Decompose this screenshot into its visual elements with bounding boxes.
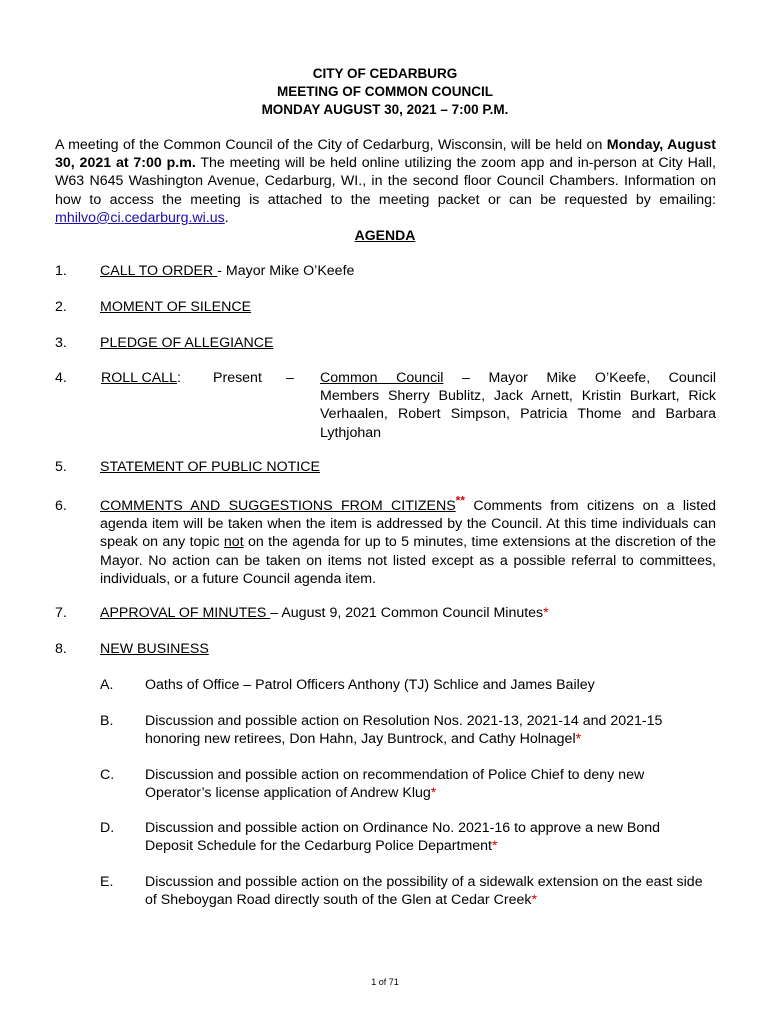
sub-item-letter: D. <box>100 820 115 836</box>
item-number: 1. <box>55 263 67 279</box>
sub-item-text: Discussion and possible action on the possibility of a sidewalk extension on the east side of Sheboygan Road directly south of the Glen at Cedar Creek <box>145 874 703 909</box>
sub-item-text: Oaths of Office – Patrol Officers Anthony (TJ) Schlice and James Bailey <box>145 677 595 693</box>
header-meeting: MEETING OF COMMON COUNCIL <box>277 84 493 99</box>
sub-item-letter: E. <box>100 874 114 890</box>
roll-call-title: ROLL CALL <box>101 370 177 386</box>
sub-item-letter: C. <box>100 767 115 783</box>
agenda-item-4 <box>55 369 716 445</box>
item-title: COMMENTS AND SUGGESTIONS FROM CITIZENS <box>100 498 456 514</box>
item-detail: - Mayor Mike O’Keefe <box>217 263 355 279</box>
header-date: MONDAY AUGUST 30, 2021 – 7:00 P.M. <box>261 102 509 117</box>
item-title: CALL TO ORDER <box>100 263 218 279</box>
item-detail: – August 9, 2021 Common Council Minutes <box>270 605 544 621</box>
roll-call-colon: : <box>176 370 181 386</box>
item-text-2: on the agenda for up to 5 minutes, time extensions at the discretion of the Mayor. No action can be taken on items not listed except as a possible referral to committees, individuals, or a future Council agenda item. <box>100 534 717 587</box>
roll-call-present: Present <box>213 370 262 386</box>
item-number: 4. <box>55 370 67 386</box>
sub-item-letter: A. <box>100 677 114 693</box>
asterisk: * <box>531 892 537 909</box>
page-number: 1 of 71 <box>371 977 399 987</box>
header-city: CITY OF CEDARBURG <box>312 66 458 81</box>
sub-item-text: Discussion and possible action on Resolution Nos. 2021-13, 2021-14 and 2021-15 honoring new retirees, Don Hahn, Jay Buntrock, and Cathy Holnagel <box>145 713 663 748</box>
council-title: Common Council <box>320 370 444 386</box>
agenda-title: AGENDA <box>354 227 416 243</box>
members-line-4: Lythjohan <box>320 424 382 441</box>
item-title: PLEDGE OF ALLEGIANCE <box>100 335 274 351</box>
item-title: APPROVAL OF MINUTES <box>100 605 271 621</box>
members-line-2: Members Sherry Bublitz, Jack Arnett, Kristin Burkart, Rick <box>320 388 716 405</box>
asterisk: * <box>543 605 549 621</box>
double-asterisk: ** <box>455 493 466 508</box>
roll-call-members <box>320 369 716 442</box>
email-link[interactable]: mhilvo@ci.cedarburg.wi.us <box>55 209 225 226</box>
intro-paragraph <box>55 136 716 227</box>
intro-text-2: The meeting will be held online utilizing the zoom app and in-person at City Hall, W63 N645 Washington Avenue, Cedarburg, WI., in the second floor Council Chambers. Information on how to access the meeting is attached to the meeting packet or can be requested by emailing: <box>55 155 716 208</box>
sub-item-letter: B. <box>100 713 114 729</box>
intro-end: . <box>224 209 229 226</box>
roll-call-dash: – <box>286 370 294 386</box>
item-title: NEW BUSINESS <box>100 641 209 657</box>
agenda-item-6 <box>100 493 717 588</box>
item-title: MOMENT OF SILENCE <box>100 299 252 315</box>
sub-item-text: Discussion and possible action on Ordinance No. 2021-16 to approve a new Bond Deposit Schedule for the Cedarburg Police Department <box>145 820 661 855</box>
item-number: 3. <box>55 335 67 351</box>
item-number: 6. <box>55 498 67 514</box>
item-title: STATEMENT OF PUBLIC NOTICE <box>100 459 320 475</box>
item-number: 2. <box>55 299 67 315</box>
item-number: 8. <box>55 641 67 657</box>
sub-item-text: Discussion and possible action on recommendation of Police Chief to deny new Operator’s license application of Andrew Klug <box>145 767 645 802</box>
asterisk: * <box>430 785 437 802</box>
item-number: 7. <box>55 605 67 621</box>
item-number: 5. <box>55 459 67 475</box>
intro-text: A meeting of the Common Council of the City of Cedarburg, Wisconsin, will be held on <box>55 137 607 153</box>
asterisk: * <box>575 731 582 748</box>
not-underlined: not <box>223 534 244 551</box>
members-line-1: – Mayor Mike O’Keefe, Council <box>443 370 717 386</box>
intro-date-bold: Monday, August 30, 2021 at 7:00 p.m. <box>55 137 717 172</box>
members-line-3: Verhaalen, Robert Simpson, Patricia Thome and Barbara <box>320 406 716 423</box>
item-text: Comments from citizens on a listed agenda item will be taken when the item is addressed by the Council. At this time individuals can speak on any topic <box>100 498 716 551</box>
asterisk: * <box>492 838 498 855</box>
